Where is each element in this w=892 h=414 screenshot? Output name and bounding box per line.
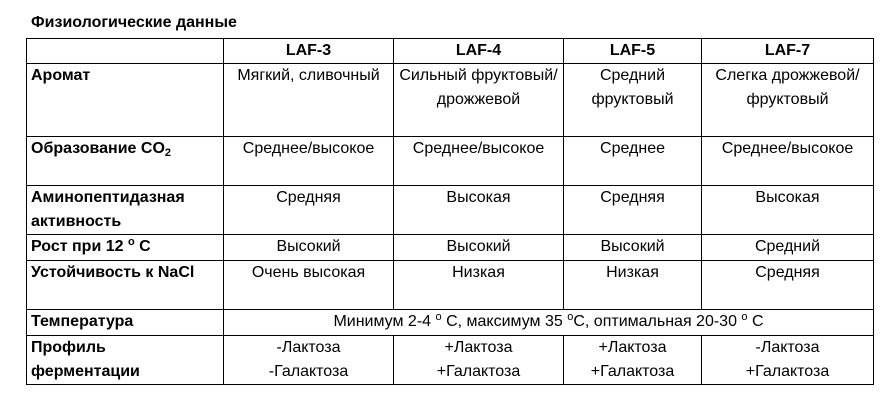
table-row-fermentation [27,336,874,385]
cell-laf3: Средняя [224,186,394,235]
degree-sign: o [741,311,748,323]
temp-part: C, максимум 35 [446,313,563,330]
cell-laf3: Мягкий, сливочный [224,64,394,137]
row-label: Устойчивость к NaCl [27,261,224,310]
label-text: Рост при 12 [31,238,124,255]
physiological-data-table [26,38,874,385]
line: +Галактоза [436,363,521,380]
label-unit: C [139,238,151,255]
cell-laf7: Средний [702,235,874,261]
cell-laf4: Сильный фруктовый/дрожжевой [394,64,564,137]
cell-laf7 [702,336,874,385]
header-row [27,39,874,64]
cell-laf5: Средний фруктовый [564,64,702,137]
line: +Лактоза [444,339,513,356]
cell-laf5: Среднее [564,137,702,186]
header-laf4: LAF-4 [394,39,564,64]
line: +Галактоза [745,363,830,380]
line: -Лактоза [755,339,820,356]
row-label: Профиль ферментации [27,336,224,385]
temp-part: C [752,313,764,330]
row-label: Аромат [27,64,224,137]
header-empty [27,39,224,64]
header-laf7: LAF-7 [702,39,874,64]
cell-laf3: Высокий [224,235,394,261]
table-row-nacl [27,261,874,310]
line: -Лактоза [276,339,341,356]
degree-sign: o [127,236,135,248]
subscript: 2 [164,147,172,159]
cell-laf4: Низкая [394,261,564,310]
cell-laf5 [564,336,702,385]
header-laf3: LAF-3 [224,39,394,64]
table-row-temperature [27,310,874,336]
cell-laf3: Очень высокая [224,261,394,310]
header-laf5: LAF-5 [564,39,702,64]
cell-laf7: Слегка дрожжевой/фруктовый [702,64,874,137]
page-title: Физиологические данные [31,14,237,31]
line: -Галактоза [268,363,349,380]
cell-laf5: Средняя [564,186,702,235]
line: +Галактоза [590,363,675,380]
cell-laf4: Высокий [394,235,564,261]
cell-laf5: Высокий [564,235,702,261]
cell-laf7: Высокая [702,186,874,235]
row-label [27,137,224,186]
row-label [27,235,224,261]
line: +Лактоза [598,339,667,356]
cell-laf4: Высокая [394,186,564,235]
table-row-co2 [27,137,874,186]
table-row-aminopeptidase [27,186,874,235]
degree-sign: o [435,311,442,323]
table-row-aroma [27,64,874,137]
temp-part: C, оптимальная 20-30 [573,313,737,330]
temp-part: Минимум 2-4 [333,313,432,330]
cell-laf5: Низкая [564,261,702,310]
cell-laf3 [224,336,394,385]
cell-laf3: Среднее/высокое [224,137,394,186]
row-label: Аминопептидазная активность [27,186,224,235]
degree-sign: o [567,311,574,323]
cell-temperature [224,310,874,336]
cell-laf4: Среднее/высокое [394,137,564,186]
table-row-growth [27,235,874,261]
cell-laf4 [394,336,564,385]
cell-laf7: Среднее/высокое [702,137,874,186]
row-label: Температура [27,310,224,336]
cell-laf7: Средняя [702,261,874,310]
label-text: Образование CO [31,140,165,157]
